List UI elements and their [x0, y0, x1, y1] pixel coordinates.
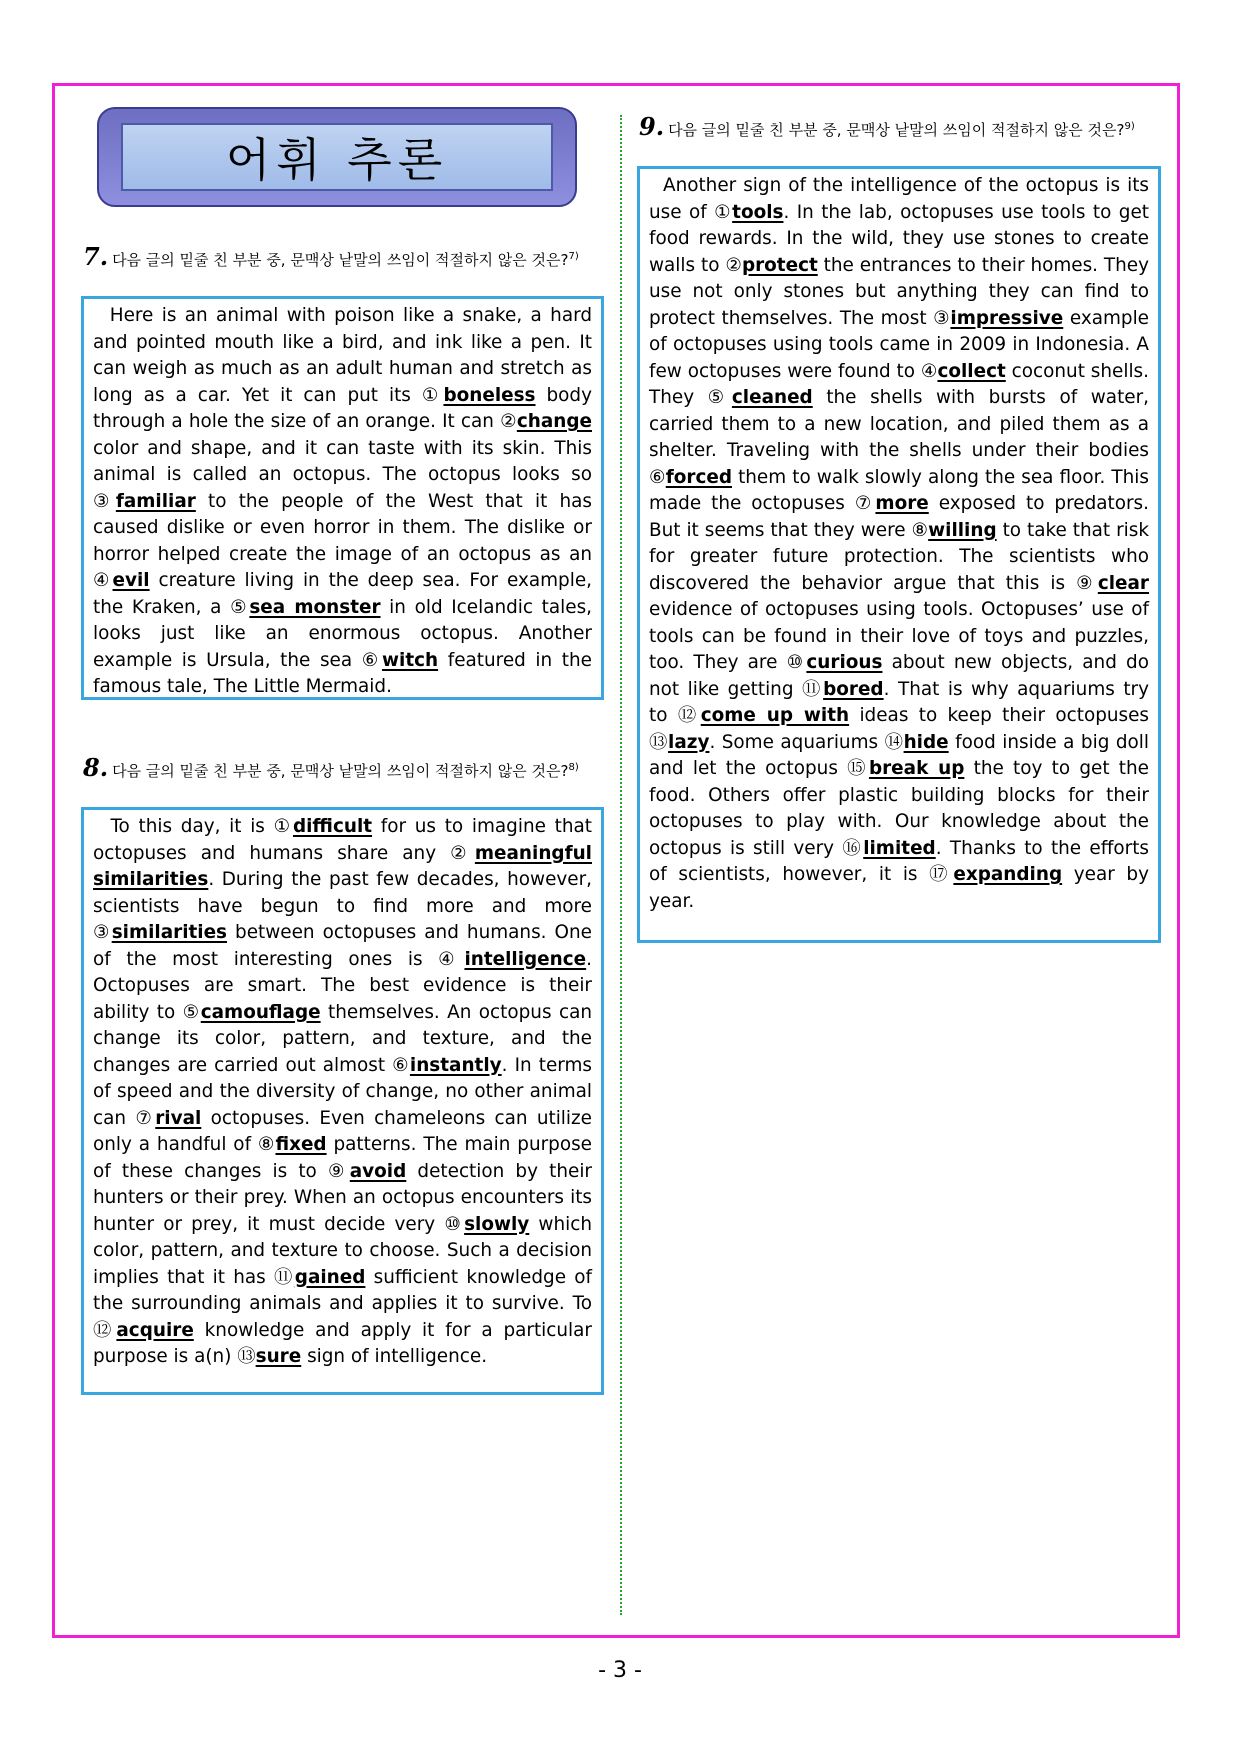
choice-item	[912, 520, 997, 541]
underlined-word: difficult	[292, 816, 373, 837]
underlined-word: curious	[806, 652, 883, 673]
passage-box	[81, 296, 604, 700]
choice-item	[274, 1267, 365, 1288]
choice-item	[135, 1108, 201, 1129]
underlined-word: witch	[382, 649, 439, 671]
choice-item	[274, 816, 372, 837]
question-header	[639, 112, 1164, 141]
underlined-word: similarities	[111, 922, 228, 943]
choice-item	[678, 705, 849, 726]
section-title: 어휘 추론	[121, 123, 553, 191]
choice-item	[929, 864, 1062, 885]
underlined-word: slowly	[464, 1213, 530, 1235]
choice-item	[444, 1214, 529, 1235]
underlined-word: willing	[928, 519, 997, 541]
passage-box	[637, 166, 1161, 943]
underlined-word: instantly	[409, 1054, 502, 1076]
question-header	[83, 753, 603, 782]
page-number: - 3 -	[598, 1658, 642, 1683]
choice-marker: ⑮	[847, 758, 869, 779]
underlined-word: change	[516, 411, 592, 432]
underlined-word: clear	[1097, 572, 1149, 594]
choice-item	[708, 387, 813, 408]
passage-text: Another sign of the intelligence of the octopus is its use of ①tools. In the lab, octopuses use tools to get food rewards. In the wild, they use stones to create walls to ②protect the entrances to their homes. They use not only stones but anything they can find to protect themselves. The most ③impressive example of octopuses using tools came in 2009 in Indonesia. A few octopuses were found to ④collect coconut shells. They ⑤cleaned the shells with bursts of water, carried them to a new location, and piled them as a shelter. Traveling with the shells under their bodies ⑥forced them to walk slowly along the sea floor. This made the octopuses ⑦more exposed to predators. But it seems that they were ⑧willing to take that risk for greater future protection. The scientists who discovered the behavior argue that this is ⑨clear evidence of octopuses using tools. Octopuses’ use of tools can be found in their love of toys and puzzles, too. They are ⑩curious about new objects, and do not like getting ⑪bored. That is why aquariums try to ⑫come up with ideas to keep their octopuses ⑬lazy. Some aquariums ⑭hide food inside a big doll and let the octopus ⑮break up the toy to get the food. Others offer plastic building blocks for their octopuses to play with. Our knowledge about the octopus is still very ⑯limited. Thanks to the efforts of scientists, however, it is ⑰expanding year by year.	[649, 175, 1149, 912]
choice-item	[649, 732, 709, 753]
choice-marker: ①	[421, 384, 444, 406]
choice-item	[847, 758, 964, 779]
choice-marker: ⑯	[842, 837, 864, 859]
underlined-word: boneless	[443, 384, 536, 406]
choice-item	[714, 202, 783, 223]
choice-marker: ⑤	[230, 596, 250, 618]
question-prompt: 다음 글의 밑줄 친 부분 중, 문맥상 낱말의 쓰임이 적절하지 않은 것은?	[112, 762, 569, 780]
choice-marker: ②	[500, 411, 517, 432]
choice-item	[93, 1320, 194, 1341]
underlined-word: avoid	[349, 1160, 407, 1182]
choice-marker: ⑥	[649, 466, 666, 488]
choice-marker: ⑦	[854, 493, 876, 514]
choice-marker: ⑥	[361, 649, 383, 671]
choice-marker: ①	[714, 201, 733, 223]
choice-marker: ⑧	[911, 519, 929, 541]
underlined-word: tools	[732, 201, 784, 223]
choice-marker: ⑰	[929, 864, 954, 885]
choice-marker: ⑬	[237, 1346, 256, 1367]
choice-marker: ⑤	[707, 387, 732, 408]
question-number: 7.	[83, 242, 109, 271]
underlined-word: limited	[863, 837, 936, 859]
choice-marker: ⑭	[884, 731, 904, 753]
underlined-word: rival	[155, 1107, 202, 1129]
choice-marker: ⑧	[257, 1134, 276, 1155]
underlined-word: hide	[903, 731, 949, 753]
underlined-word: sure	[255, 1346, 302, 1367]
choice-item	[230, 597, 380, 618]
choice-marker: ⑬	[649, 731, 669, 753]
underlined-word: bored	[823, 678, 884, 700]
footnote-marker: 7)	[568, 251, 579, 262]
choice-marker: ⑫	[93, 1319, 117, 1341]
choice-item	[649, 467, 732, 488]
underlined-word: protect	[741, 254, 818, 276]
choice-marker: ①	[273, 816, 293, 837]
choice-marker: ⑪	[274, 1266, 295, 1288]
choice-item	[93, 570, 150, 591]
question-number: 8.	[83, 753, 109, 782]
underlined-word: more	[875, 493, 929, 514]
question-header	[83, 242, 603, 271]
choice-marker: ⑩	[444, 1213, 465, 1235]
underlined-word: forced	[665, 466, 732, 488]
choice-marker: ④	[438, 948, 465, 970]
choice-item	[438, 949, 586, 970]
underlined-word: lazy	[668, 731, 710, 753]
footnote-marker: 9)	[1124, 121, 1135, 132]
choice-marker: ⑨	[327, 1160, 350, 1182]
choice-marker: ⑤	[182, 1001, 201, 1023]
choice-item	[93, 491, 196, 512]
underlined-word: fixed	[275, 1134, 327, 1155]
choice-item	[392, 1055, 501, 1076]
choice-item	[500, 411, 592, 432]
question-number: 9.	[639, 112, 665, 141]
passage-text: To this day, it is ①difficult for us to imagine that octopuses and humans share any ②meaningful similarities. During the past few decades, however, scientists have begun to find more and more ③similarities between octopuses and humans. One of the most interesting ones is ④intelligence. Octopuses are smart. The best evidence is their ability to ⑤camouflage themselves. An octopus can change its color, pattern, and texture, and the changes are carried out almost ⑥instantly. In terms of speed and the diversity of change, no other animal can ⑦rival octopuses. Even chameleons can utilize only a handful of ⑧fixed patterns. The main purpose of these changes is to ⑨avoid detection by their hunters or their prey. When an octopus encounters its hunter or prey, it must decide very ⑩slowly which color, pattern, and texture to choose. Such a decision implies that it has ⑪gained sufficient knowledge of the surrounding animals and applies it to survive. To ⑫acquire knowledge and apply it for a particular purpose is a(n) ⑬sure sign of intelligence.	[93, 816, 593, 1367]
choice-marker: ④	[93, 570, 113, 591]
underlined-word: cleaned	[731, 387, 813, 408]
column-divider	[620, 115, 622, 1615]
underlined-word: collect	[937, 360, 1006, 382]
choice-item	[1076, 573, 1149, 594]
choice-marker: ③	[93, 490, 116, 512]
choice-marker: ②	[725, 254, 742, 276]
choice-item	[93, 843, 592, 891]
choice-item	[921, 361, 1006, 382]
choice-item	[802, 679, 884, 700]
choice-item	[258, 1134, 327, 1155]
choice-marker: ③	[933, 307, 951, 329]
choice-marker: ④	[920, 360, 938, 382]
choice-item	[362, 650, 438, 671]
underlined-word: sea monster	[249, 596, 381, 618]
choice-item	[787, 652, 883, 673]
choice-marker: ③	[93, 922, 112, 943]
question-prompt: 다음 글의 밑줄 친 부분 중, 문맥상 낱말의 쓰임이 적절하지 않은 것은?	[668, 121, 1125, 139]
underlined-word: evil	[112, 570, 150, 591]
underlined-word: gained	[294, 1266, 366, 1288]
section-banner	[97, 107, 577, 207]
choice-item	[93, 922, 227, 943]
choice-marker: ⑦	[135, 1107, 156, 1129]
underlined-word: impressive	[950, 307, 1064, 329]
underlined-word: intelligence	[464, 948, 587, 970]
passage-box	[81, 807, 604, 1395]
choice-item	[422, 385, 536, 406]
choice-marker: ⑥	[392, 1054, 410, 1076]
choice-marker: ⑫	[677, 705, 701, 726]
choice-marker: ⑩	[786, 652, 807, 673]
choice-item	[328, 1161, 406, 1182]
choice-item	[842, 838, 935, 859]
underlined-word: camouflage	[200, 1001, 321, 1023]
choice-item	[725, 255, 817, 276]
choice-marker: ②	[450, 842, 475, 864]
underlined-word: acquire	[116, 1319, 194, 1341]
underlined-word: expanding	[953, 864, 1063, 885]
choice-item	[237, 1346, 301, 1367]
choice-item	[933, 308, 1063, 329]
underlined-word: meaningful similarities	[93, 842, 592, 890]
choice-item	[855, 493, 929, 514]
footnote-marker: 8)	[568, 762, 579, 773]
underlined-word: break up	[868, 758, 965, 779]
choice-marker: ⑪	[802, 678, 824, 700]
passage-text: Here is an animal with poison like a snake, a hard and pointed mouth like a bird, and ink like a pen. It can weigh as much as an adult human and stretch as long as a car. Yet it can put its ①boneless body through a hole the size of an orange. It can ②change color and shape, and it can taste with its skin. This animal is called an octopus. The octopus looks so ③familiar to the people of the West that it has caused dislike or even horror in them. The dislike or horror helped create the image of an octopus as an ④evil creature living in the deep sea. For example, the Kraken, a ⑤sea monster in old Icelandic tales, looks just like an enormous octopus. Another example is Ursula, the sea ⑥witch featured in the famous tale, The Little Mermaid.	[93, 305, 593, 697]
choice-item	[183, 1002, 321, 1023]
underlined-word: come up with	[700, 705, 850, 726]
choice-marker: ⑨	[1076, 572, 1098, 594]
question-prompt: 다음 글의 밑줄 친 부분 중, 문맥상 낱말의 쓰임이 적절하지 않은 것은?	[112, 251, 569, 269]
underlined-word: familiar	[115, 490, 196, 512]
choice-item	[885, 732, 949, 753]
